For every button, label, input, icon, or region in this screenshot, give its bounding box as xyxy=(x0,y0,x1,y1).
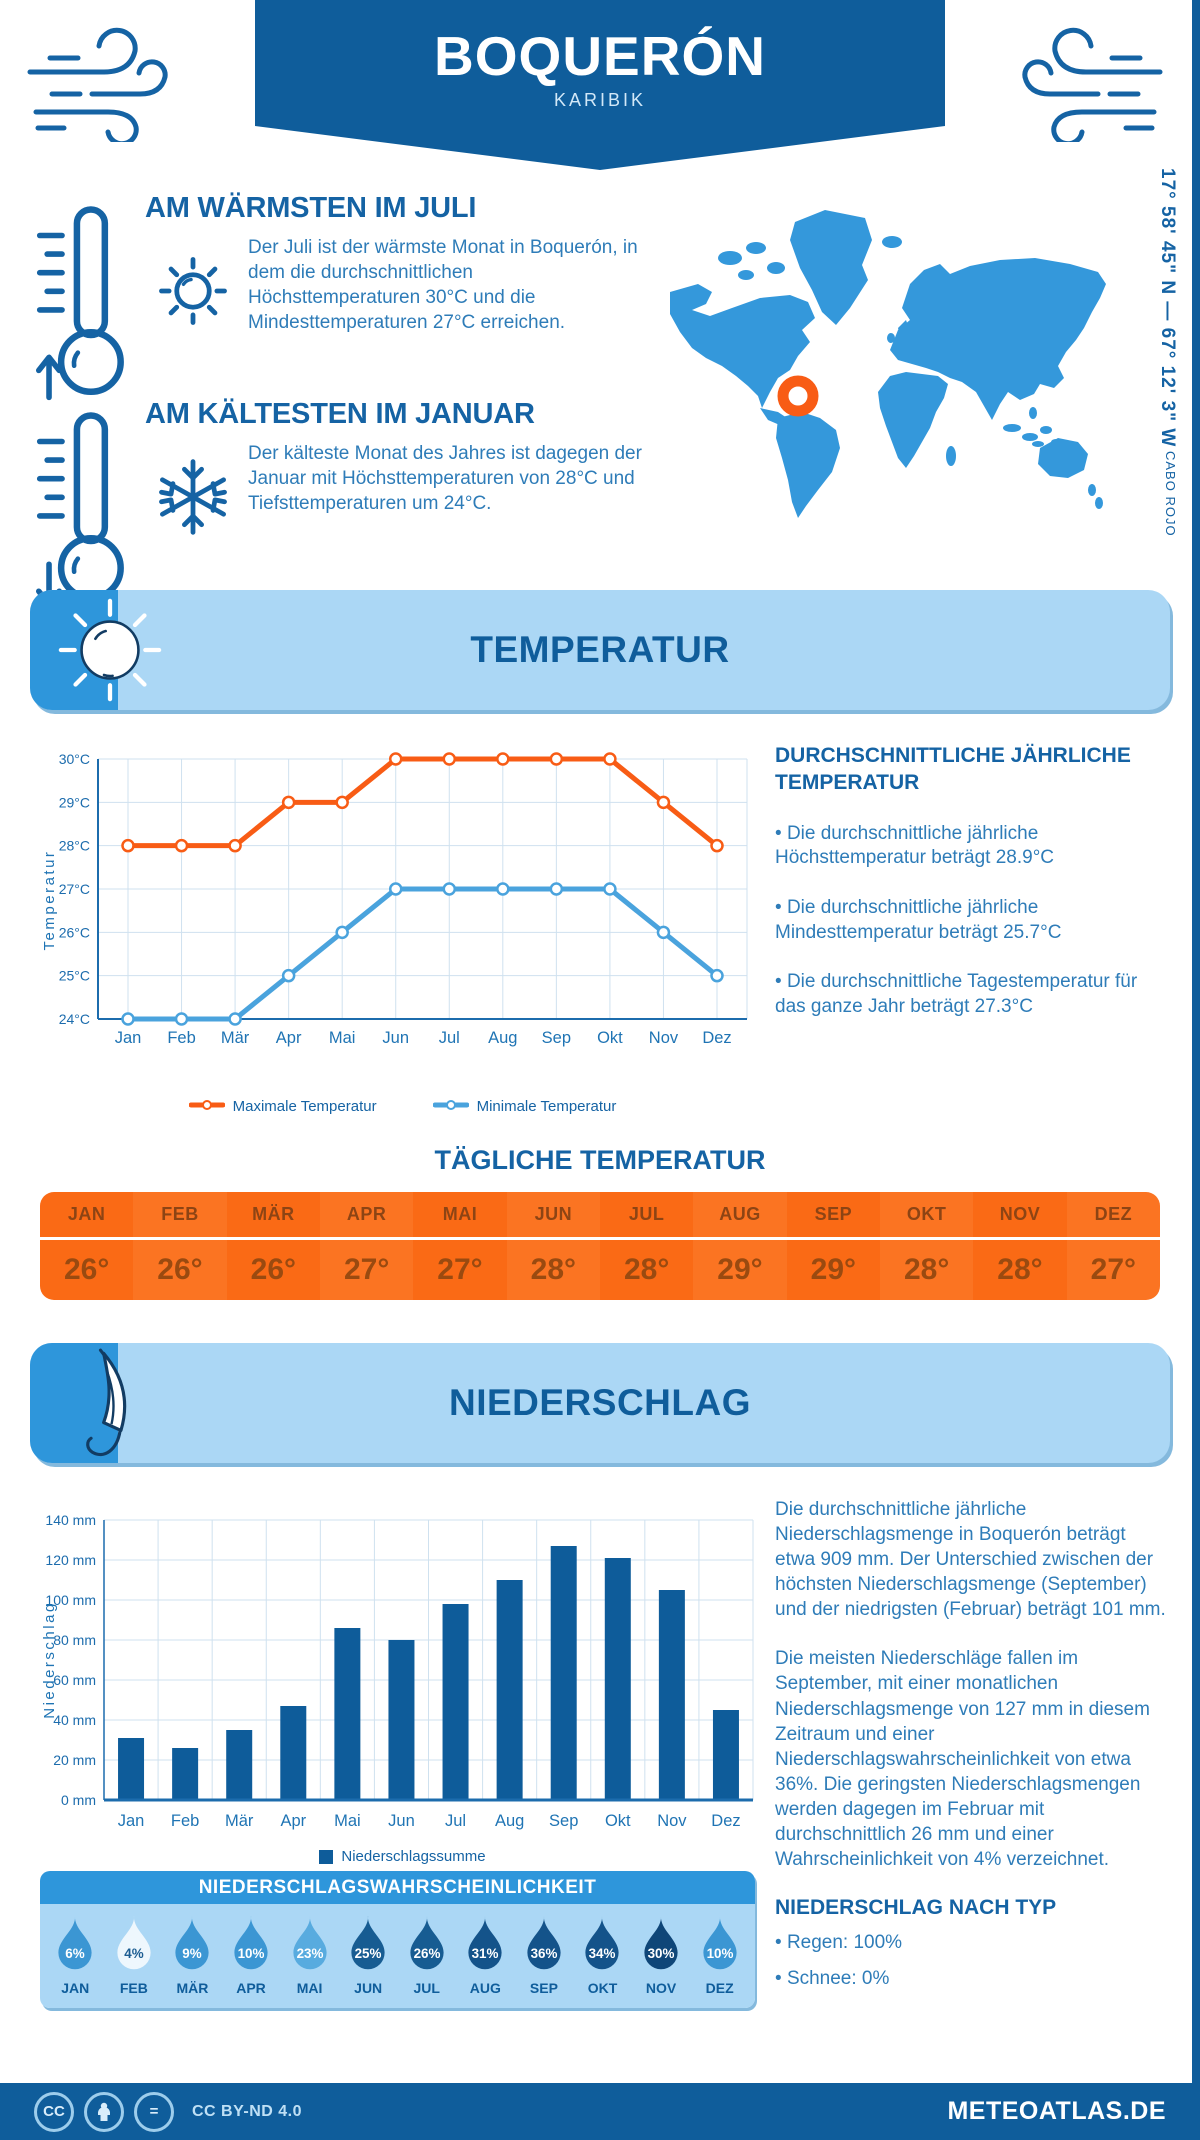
temperature-section-banner xyxy=(30,590,1170,710)
svg-text:36%: 36% xyxy=(530,1945,558,1961)
raindrop-icon xyxy=(404,1914,450,1976)
precipitation-section-banner xyxy=(30,1343,1170,1463)
legend-label-min: Minimale Temperatur xyxy=(476,1098,617,1115)
sun-icon xyxy=(150,248,236,334)
annual-bullet: • Die durchschnittliche jährliche Höchsttemperatur beträgt 28.9°C xyxy=(775,822,1170,871)
svg-text:29°C: 29°C xyxy=(58,794,90,811)
probability-drop xyxy=(575,1914,629,1996)
precipitation-paragraph-1: Die durchschnittliche jährliche Niederschlagsmenge in Boquerón beträgt etwa 909 mm. Der Unterschied zwischen der höchsten Niederschlagsmenge (September) und der niedrigsten (Februar) beträgt 101 mm. xyxy=(775,1499,1166,1621)
svg-text:Mär: Mär xyxy=(220,1029,250,1047)
daily-table-value: 29° xyxy=(693,1240,786,1300)
precip-type-rain: • Regen: 100% xyxy=(775,1930,1170,1956)
daily-table-month: AUG xyxy=(693,1192,786,1237)
svg-text:31%: 31% xyxy=(471,1945,499,1961)
daily-table-value: 27° xyxy=(413,1240,506,1300)
coldest-month-block xyxy=(30,398,645,516)
daily-table-value: 28° xyxy=(600,1240,693,1300)
svg-text:34%: 34% xyxy=(589,1945,616,1961)
daily-table-value: 28° xyxy=(507,1240,600,1300)
probability-drop xyxy=(48,1914,102,1996)
svg-text:6%: 6% xyxy=(65,1945,85,1961)
probability-month-label: OKT xyxy=(587,1980,618,1996)
probability-month-label: APR xyxy=(236,1980,266,1996)
svg-text:Sep: Sep xyxy=(549,1812,579,1830)
probability-month-label: FEB xyxy=(119,1980,148,1996)
snowflake-icon xyxy=(150,454,236,540)
svg-text:28°C: 28°C xyxy=(58,837,90,854)
attribution-person-icon xyxy=(84,2092,124,2132)
svg-text:25°C: 25°C xyxy=(58,967,90,984)
svg-text:Dez: Dez xyxy=(702,1029,732,1047)
precipitation-section-title: NIEDERSCHLAG xyxy=(448,1382,752,1423)
probability-month-label: MAI xyxy=(296,1980,323,1996)
right-edge-stripe xyxy=(1192,0,1200,2140)
svg-text:24°C: 24°C xyxy=(58,1011,90,1027)
daily-temperature-table xyxy=(40,1192,1160,1300)
svg-text:40 mm: 40 mm xyxy=(53,1712,96,1728)
raindrop-icon xyxy=(579,1914,625,1976)
raindrop-icon xyxy=(521,1914,567,1976)
probability-month-label: JUL xyxy=(413,1980,440,1996)
probability-month-label: JAN xyxy=(61,1980,90,1996)
svg-text:Apr: Apr xyxy=(280,1812,307,1830)
precipitation-text-panel xyxy=(775,1497,1170,1991)
svg-text:60 mm: 60 mm xyxy=(53,1672,96,1688)
probability-month-label: NOV xyxy=(645,1980,677,1996)
svg-text:Dez: Dez xyxy=(711,1812,741,1830)
probability-title: NIEDERSCHLAGSWAHRSCHEINLICHKEIT xyxy=(40,1871,755,1904)
daily-temperature-title: TÄGLICHE TEMPERATUR xyxy=(434,1145,766,1175)
svg-text:Feb: Feb xyxy=(170,1812,200,1830)
svg-text:Jan: Jan xyxy=(117,1812,145,1830)
raindrop-icon xyxy=(169,1914,215,1976)
probability-drop xyxy=(400,1914,454,1996)
precip-type-heading: NIEDERSCHLAG NACH TYP xyxy=(775,1896,1057,1920)
svg-text:100 mm: 100 mm xyxy=(45,1592,96,1608)
daily-table-month: JUN xyxy=(507,1192,600,1237)
svg-text:140 mm: 140 mm xyxy=(45,1512,96,1528)
min-temp-swatch xyxy=(433,1098,469,1115)
svg-text:Nov: Nov xyxy=(648,1029,679,1047)
precipitation-probability-panel xyxy=(40,1871,755,2008)
daily-table-month: SEP xyxy=(787,1192,880,1237)
daily-table-value: 26° xyxy=(133,1240,226,1300)
probability-drop xyxy=(107,1914,161,1996)
daily-table-month: NOV xyxy=(973,1192,1066,1237)
svg-text:Feb: Feb xyxy=(167,1029,196,1047)
raindrop-icon xyxy=(52,1914,98,1976)
probability-drop xyxy=(458,1914,512,1996)
svg-text:Jul: Jul xyxy=(444,1812,467,1830)
annual-heading: DURCHSCHNITTLICHE JÄHRLICHE TEMPERATUR xyxy=(775,744,1131,795)
daily-table-value: 29° xyxy=(787,1240,880,1300)
daily-table-value: 27° xyxy=(320,1240,413,1300)
coordinates-block xyxy=(1156,168,1178,648)
daily-table-value: 26° xyxy=(227,1240,320,1300)
svg-text:30°C: 30°C xyxy=(58,751,90,767)
svg-text:Aug: Aug xyxy=(494,1812,525,1830)
svg-text:Mär: Mär xyxy=(224,1812,254,1830)
svg-text:Okt: Okt xyxy=(604,1812,631,1830)
probability-month-label: MÄR xyxy=(176,1980,209,1996)
raindrop-icon xyxy=(228,1914,274,1976)
legend-item-min xyxy=(433,1098,617,1115)
probability-month-label: AUG xyxy=(469,1980,501,1996)
probability-drop xyxy=(634,1914,688,1996)
precip-type-snow: • Schnee: 0% xyxy=(775,1966,1170,1992)
daily-table-value: 28° xyxy=(973,1240,1066,1300)
precip-sum-swatch xyxy=(319,1850,333,1864)
probability-month-label: DEZ xyxy=(705,1980,734,1996)
svg-text:10%: 10% xyxy=(237,1945,265,1961)
legend-item-sum xyxy=(319,1848,485,1865)
sun-banner-icon xyxy=(54,594,166,706)
annual-temperature-panel xyxy=(775,742,1170,1020)
coordinates-text: 17° 58' 45" N — 67° 12' 3" W xyxy=(1157,168,1178,448)
warmest-heading: AM WÄRMSTEN IM JULI xyxy=(145,192,477,224)
legend-label-sum: Niederschlagssumme xyxy=(341,1848,486,1865)
probability-drop xyxy=(517,1914,571,1996)
no-derivs-icon: = xyxy=(134,2092,174,2132)
thermometer-warm-icon xyxy=(36,202,134,402)
svg-text:26%: 26% xyxy=(413,1945,441,1961)
page-subtitle: KARIBIK xyxy=(553,90,647,110)
license-badge[interactable] xyxy=(34,2092,302,2132)
svg-text:Sep: Sep xyxy=(541,1029,572,1047)
probability-month-label: JUN xyxy=(354,1980,383,1996)
coordinates-subtext: CABO ROJO xyxy=(1163,451,1178,537)
footer-site-link[interactable]: METEOATLAS.DE xyxy=(947,2097,1166,2125)
warmest-month-block xyxy=(30,192,645,335)
daily-table-month: JAN xyxy=(40,1192,133,1237)
raindrop-icon xyxy=(638,1914,684,1976)
probability-drop xyxy=(283,1914,337,1996)
svg-text:4%: 4% xyxy=(124,1945,144,1961)
probability-drop xyxy=(341,1914,395,1996)
header-banner xyxy=(255,0,945,170)
svg-text:Mai: Mai xyxy=(334,1812,361,1830)
daily-table-month: JUL xyxy=(600,1192,693,1237)
svg-text:23%: 23% xyxy=(296,1945,324,1961)
precipitation-bar-chart xyxy=(40,1500,765,1862)
svg-text:80 mm: 80 mm xyxy=(53,1632,96,1648)
daily-table-value: 28° xyxy=(880,1240,973,1300)
license-text: CC BY-ND 4.0 xyxy=(192,2102,303,2120)
location-marker xyxy=(783,381,813,411)
svg-text:Jan: Jan xyxy=(114,1029,142,1047)
daily-table-month: DEZ xyxy=(1067,1192,1160,1237)
annual-bullet: • Die durchschnittliche jährliche Mindesttemperatur beträgt 25.7°C xyxy=(775,896,1170,945)
wind-icon xyxy=(20,14,198,142)
daily-table-months xyxy=(40,1192,1160,1237)
svg-text:120 mm: 120 mm xyxy=(45,1552,96,1568)
svg-text:27°C: 27°C xyxy=(58,881,90,897)
daily-table-month: FEB xyxy=(133,1192,226,1237)
raindrop-icon xyxy=(345,1914,391,1976)
probability-month-label: SEP xyxy=(529,1980,558,1996)
daily-table-month: MÄR xyxy=(227,1192,320,1237)
world-map xyxy=(640,180,1120,540)
svg-text:Jul: Jul xyxy=(438,1029,460,1047)
temperature-line-chart xyxy=(40,735,765,1065)
umbrella-icon xyxy=(54,1347,158,1465)
raindrop-icon xyxy=(462,1914,508,1976)
precipitation-legend xyxy=(40,1848,765,1865)
daily-table-values xyxy=(40,1240,1160,1300)
raindrop-icon xyxy=(111,1914,157,1976)
daily-table-month: OKT xyxy=(880,1192,973,1237)
footer xyxy=(0,2083,1200,2140)
coldest-heading: AM KÄLTESTEN IM JANUAR xyxy=(145,398,535,430)
legend-label-max: Maximale Temperatur xyxy=(232,1098,377,1115)
probability-drop xyxy=(224,1914,278,1996)
svg-text:Mai: Mai xyxy=(328,1029,356,1047)
max-temp-swatch xyxy=(189,1098,225,1115)
temperature-legend xyxy=(40,1098,765,1115)
svg-text:9%: 9% xyxy=(182,1945,203,1961)
coldest-text: Der kälteste Monat des Jahres ist dagegen der Januar mit Höchsttemperaturen von 28°C und Tiefsttemperaturen um 24°C. xyxy=(248,443,642,515)
temperature-section-title: TEMPERATUR xyxy=(470,629,730,670)
svg-text:Temperatur: Temperatur xyxy=(41,849,58,951)
svg-text:25%: 25% xyxy=(354,1945,382,1961)
svg-text:Jun: Jun xyxy=(388,1812,415,1830)
cc-icon: CC xyxy=(34,2092,74,2132)
probability-drop xyxy=(165,1914,219,1996)
svg-text:Nov: Nov xyxy=(657,1812,687,1830)
svg-text:Okt: Okt xyxy=(597,1029,623,1047)
precipitation-paragraph-2: Die meisten Niederschläge fallen im September, mit einer monatlichen Niederschlagsmenge von 127 mm in diesem Zeitraum und einer Niederschlagswahrscheinlichkeit von etwa 36%. Die geringsten Niederschlagsmengen werden dagegen im Februar mit durchschnittlich 26 mm und einer Wahrscheinlichkeit von 4% verzeichnet. xyxy=(775,1648,1150,1871)
svg-text:Aug: Aug xyxy=(488,1029,518,1047)
daily-table-value: 27° xyxy=(1067,1240,1160,1300)
svg-text:20 mm: 20 mm xyxy=(53,1752,96,1768)
svg-text:Jun: Jun xyxy=(382,1029,410,1047)
thermometer-cold-icon xyxy=(36,408,134,608)
svg-text:Apr: Apr xyxy=(275,1029,302,1047)
svg-text:Niederschlag: Niederschlag xyxy=(41,1601,58,1719)
daily-table-month: APR xyxy=(320,1192,413,1237)
daily-table-value: 26° xyxy=(40,1240,133,1300)
warmest-text: Der Juli ist der wärmste Monat in Boquerón, in dem die durchschnittlichen Höchsttemperaturen 30°C und die Mindesttemperaturen 27°C erreichen. xyxy=(248,237,638,334)
raindrop-icon xyxy=(697,1914,743,1976)
page-title: BOQUERÓN xyxy=(434,25,766,87)
legend-item-max xyxy=(189,1098,377,1115)
daily-table-month: MAI xyxy=(413,1192,506,1237)
banner-point xyxy=(255,126,945,170)
wind-icon xyxy=(992,14,1170,142)
raindrop-icon xyxy=(287,1914,333,1976)
svg-text:26°C: 26°C xyxy=(58,924,90,941)
probability-drop xyxy=(693,1914,747,1996)
annual-bullet: • Die durchschnittliche Tagestemperatur für das ganze Jahr beträgt 27.3°C xyxy=(775,970,1170,1019)
svg-text:0 mm: 0 mm xyxy=(61,1792,96,1808)
svg-text:30%: 30% xyxy=(647,1945,675,1961)
probability-drops-row xyxy=(40,1904,755,2008)
svg-text:10%: 10% xyxy=(706,1945,734,1961)
